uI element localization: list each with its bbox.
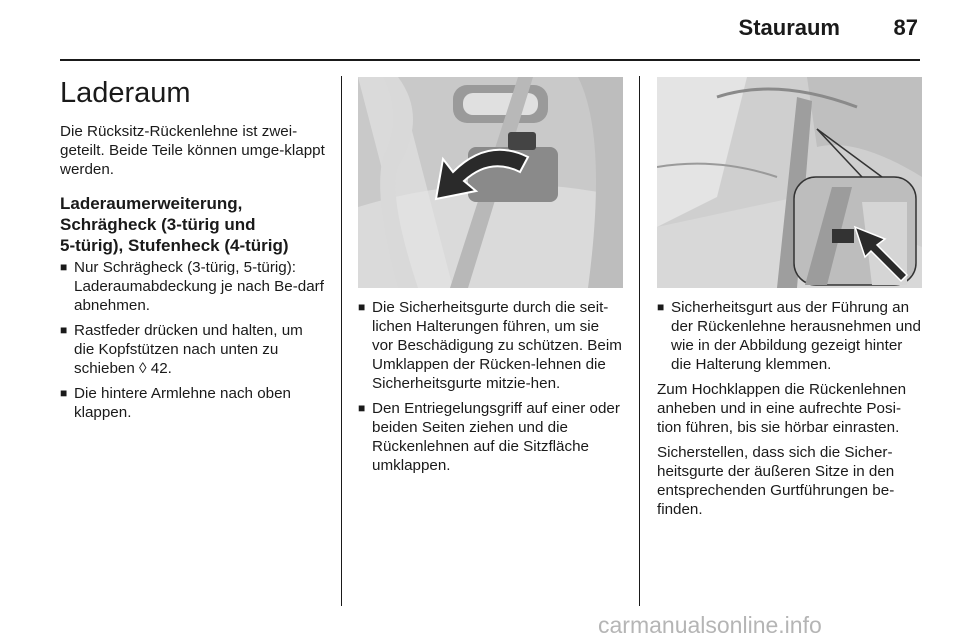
- column-3: [657, 298, 923, 525]
- figure-seatbelt-headrest: [358, 77, 623, 288]
- seat-headrest-illustration: [358, 77, 623, 288]
- figure-seatbelt-retainer: [657, 77, 922, 288]
- page-header: [60, 0, 920, 60]
- bullet-list: [60, 258, 326, 422]
- subheading-line: Laderaumerweiterung,: [60, 194, 243, 213]
- bullet-icon: ■: [657, 300, 665, 314]
- bullet-list: [657, 298, 923, 374]
- bullet-icon: ■: [60, 323, 68, 337]
- column-divider: [639, 76, 640, 606]
- list-item-text: Sicherheitsgurt aus der Führung an der Rückenlehne herausnehmen und wie in der Abbildung gezeigt hinter die Halterung klemmen.: [671, 299, 921, 373]
- list-item: [60, 321, 326, 378]
- list-item: [60, 258, 326, 315]
- list-item-text: Die hintere Armlehne nach oben klappen.: [74, 385, 291, 421]
- subheading-line: 5-türig), Stufenheck (4-türig): [60, 236, 289, 255]
- subheading-line: Schrägheck (3-türig und: [60, 215, 256, 234]
- column-2: [358, 298, 624, 481]
- list-item: [358, 298, 624, 393]
- list-item: [60, 384, 326, 422]
- page-reference-icon: ◊: [139, 360, 147, 377]
- section-title: Stauraum: [738, 15, 840, 40]
- page-reference-link[interactable]: 42.: [150, 360, 172, 377]
- list-item-text: Den Entriegelungsgriff auf einer oder beiden Seiten ziehen und die Rückenlehnen auf die Sitzfläche umklappen.: [372, 400, 620, 474]
- intro-paragraph: Die Rücksitz-Rückenlehne ist zwei-geteilt. Beide Teile können umge-klappt werden.: [60, 123, 325, 178]
- bullet-icon: ■: [60, 260, 68, 274]
- bullet-list: [358, 298, 624, 475]
- list-item-text: Die Sicherheitsgurte durch die seit-lichen Halterungen führen, um sie vor Beschädigung zu schützen. Beim Umklappen der Rücken-lehnen die Sicherheitsgurte mitzie-hen.: [372, 299, 622, 392]
- bullet-icon: ■: [358, 300, 366, 314]
- list-item-text: Nur Schrägheck (3-türig, 5-türig): Laderaumabdeckung je nach Be-darf abnehmen.: [74, 259, 324, 314]
- heading-laderaum: Laderaum: [60, 77, 191, 109]
- watermark: carmanualsonline.info: [598, 612, 822, 638]
- subheading: [60, 193, 326, 256]
- list-item: [358, 399, 624, 475]
- seatbelt-retainer-illustration: [657, 77, 922, 288]
- paragraph: Zum Hochklappen die Rückenlehnen anheben und in eine aufrechte Posi-tion führen, bis sie hörbar einrasten.: [657, 381, 907, 436]
- bullet-icon: ■: [358, 401, 366, 415]
- page-number: 87: [893, 15, 918, 40]
- list-item-text: Rastfeder drücken und halten, um die Kopfstützen nach unten zu schieben: [74, 322, 303, 377]
- bullet-icon: ■: [60, 386, 68, 400]
- column-divider: [341, 76, 342, 606]
- paragraph: Sicherstellen, dass sich die Sicher-heitsgurte der äußeren Sitze in den entsprechenden Gurtführungen be-finden.: [657, 444, 895, 518]
- list-item: [657, 298, 923, 374]
- column-1: [60, 66, 326, 428]
- header-rule: [60, 59, 920, 61]
